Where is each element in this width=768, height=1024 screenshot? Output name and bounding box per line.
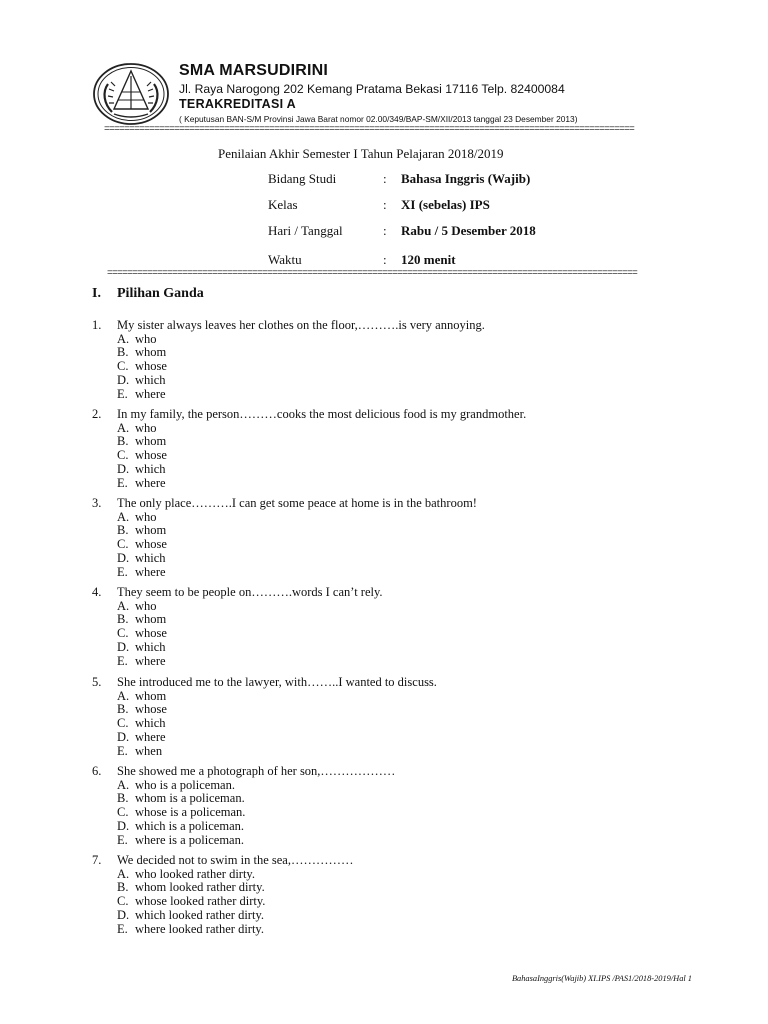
- option-letter: E.: [117, 564, 128, 579]
- option-a: [117, 333, 167, 347]
- option-e: [117, 923, 265, 937]
- school-crest-icon: [92, 62, 170, 126]
- info-label: Bidang Studi: [268, 171, 337, 186]
- school-address: Jl. Raya Narogong 202 Kemang Pratama Bekasi 17116 Telp. 82400084: [179, 82, 565, 96]
- option-text: where is a policeman.: [135, 832, 244, 847]
- option-b: [117, 703, 167, 717]
- option-text: whom: [135, 688, 167, 703]
- option-letter: D.: [117, 729, 130, 744]
- header-separator: ==========================================================================================================: [104, 124, 635, 134]
- option-letter: D.: [117, 907, 130, 922]
- option-text: where: [135, 475, 166, 490]
- option-letter: B.: [117, 434, 129, 449]
- option-e: [117, 477, 167, 491]
- option-text: whose: [135, 626, 167, 641]
- answer-options: [117, 868, 265, 937]
- page-footer: BahasaInggris(Wajib) XI.IPS /PAS1/2018-2019/Hal 1: [511, 974, 692, 983]
- option-letter: A.: [117, 420, 130, 435]
- option-letter: A.: [117, 509, 130, 524]
- question-number: 1.: [92, 318, 102, 332]
- option-b: [117, 881, 265, 895]
- option-letter: B.: [117, 523, 129, 538]
- option-text: whom: [135, 523, 167, 538]
- option-letter: C.: [117, 626, 129, 641]
- option-letter: D.: [117, 372, 130, 387]
- option-text: whose: [135, 702, 167, 717]
- question-number: 2.: [92, 407, 102, 421]
- question-number: 4.: [92, 585, 102, 599]
- option-letter: C.: [117, 894, 129, 909]
- option-text: who is a policeman.: [135, 777, 235, 792]
- option-text: when: [135, 743, 163, 758]
- accreditation-status: TERAKREDITASI A: [179, 97, 296, 111]
- option-text: whose looked rather dirty.: [135, 894, 266, 909]
- option-text: which looked rather dirty.: [135, 907, 265, 922]
- option-c: [117, 538, 167, 552]
- option-letter: B.: [117, 612, 129, 627]
- option-text: which: [135, 372, 166, 387]
- option-text: whom: [135, 345, 167, 360]
- info-colon: :: [383, 171, 387, 186]
- option-letter: E.: [117, 475, 128, 490]
- question-text: She showed me a photograph of her son,………………: [117, 764, 396, 778]
- answer-options: [117, 779, 245, 848]
- option-text: who: [135, 509, 157, 524]
- option-text: where: [135, 729, 166, 744]
- option-e: [117, 655, 167, 669]
- school-name: SMA MARSUDIRINI: [179, 62, 329, 79]
- option-text: where: [135, 386, 166, 401]
- question-number: 6.: [92, 764, 102, 778]
- question-text: In my family, the person………cooks the most delicious food is my grandmother.: [117, 407, 527, 421]
- option-e: [117, 566, 167, 580]
- option-a: [117, 600, 167, 614]
- option-letter: B.: [117, 702, 129, 717]
- option-a: [117, 511, 167, 525]
- question-text: My sister always leaves her clothes on the floor,……….is very annoying.: [117, 318, 485, 332]
- option-letter: B.: [117, 345, 129, 360]
- option-letter: A.: [117, 866, 130, 881]
- answer-options: [117, 600, 167, 669]
- option-letter: C.: [117, 537, 129, 552]
- question-text: They seem to be people on……….words I can’t rely.: [117, 585, 383, 599]
- option-d: [117, 641, 167, 655]
- option-letter: E.: [117, 921, 128, 936]
- info-label: Hari / Tanggal: [268, 223, 343, 238]
- answer-options: [117, 422, 167, 491]
- option-c: [117, 806, 245, 820]
- accreditation-decree: ( Keputusan BAN-S/M Provinsi Jawa Barat nomor 02.00/349/BAP-SM/XII/2013 tanggal 23 Desember 2013): [179, 114, 578, 124]
- option-b: [117, 346, 167, 360]
- option-a: [117, 422, 167, 436]
- section-number: I.: [92, 286, 101, 301]
- option-d: [117, 909, 265, 923]
- option-text: who: [135, 598, 157, 613]
- option-text: which: [135, 639, 166, 654]
- option-b: [117, 435, 167, 449]
- info-label: Waktu: [268, 252, 302, 267]
- option-letter: E.: [117, 743, 128, 758]
- option-c: [117, 360, 167, 374]
- option-letter: E.: [117, 832, 128, 847]
- question-text: We decided not to swim in the sea,……………: [117, 853, 354, 867]
- option-text: who: [135, 420, 157, 435]
- option-a: [117, 779, 245, 793]
- question-text: The only place……….I can get some peace at home is in the bathroom!: [117, 496, 477, 510]
- info-value: Rabu / 5 Desember 2018: [401, 223, 536, 238]
- option-letter: C.: [117, 359, 129, 374]
- option-c: [117, 717, 167, 731]
- option-a: [117, 690, 167, 704]
- option-letter: C.: [117, 448, 129, 463]
- option-letter: A.: [117, 598, 130, 613]
- option-letter: D.: [117, 818, 130, 833]
- info-label: Kelas: [268, 197, 298, 212]
- option-text: where: [135, 653, 166, 668]
- option-d: [117, 552, 167, 566]
- info-colon: :: [383, 197, 387, 212]
- option-text: which: [135, 716, 166, 731]
- question-number: 7.: [92, 853, 102, 867]
- option-text: whom: [135, 434, 167, 449]
- option-text: whom looked rather dirty.: [135, 880, 265, 895]
- option-e: [117, 388, 167, 402]
- option-letter: A.: [117, 331, 130, 346]
- option-letter: A.: [117, 777, 130, 792]
- option-text: which: [135, 550, 166, 565]
- option-letter: C.: [117, 716, 129, 731]
- option-text: whose: [135, 537, 167, 552]
- info-colon: :: [383, 223, 387, 238]
- option-d: [117, 820, 245, 834]
- option-text: which: [135, 461, 166, 476]
- option-c: [117, 627, 167, 641]
- option-letter: C.: [117, 805, 129, 820]
- option-letter: D.: [117, 550, 130, 565]
- info-value: 120 menit: [401, 252, 456, 267]
- option-letter: B.: [117, 791, 129, 806]
- answer-options: [117, 333, 167, 402]
- option-letter: E.: [117, 386, 128, 401]
- info-separator: ==========================================================================================================: [107, 268, 638, 278]
- option-text: who looked rather dirty.: [135, 866, 255, 881]
- question-text: She introduced me to the lawyer, with……..I wanted to discuss.: [117, 675, 437, 689]
- option-letter: E.: [117, 653, 128, 668]
- option-a: [117, 868, 265, 882]
- answer-options: [117, 690, 167, 759]
- option-text: whom: [135, 612, 167, 627]
- option-letter: D.: [117, 639, 130, 654]
- option-text: whom is a policeman.: [135, 791, 245, 806]
- option-b: [117, 613, 167, 627]
- option-letter: D.: [117, 461, 130, 476]
- option-d: [117, 731, 167, 745]
- option-text: whose is a policeman.: [135, 805, 246, 820]
- option-text: where looked rather dirty.: [135, 921, 264, 936]
- option-d: [117, 374, 167, 388]
- option-text: which is a policeman.: [135, 818, 244, 833]
- section-title: Pilihan Ganda: [117, 286, 204, 301]
- exam-title: Penilaian Akhir Semester I Tahun Pelajaran 2018/2019: [218, 146, 504, 161]
- option-d: [117, 463, 167, 477]
- option-c: [117, 895, 265, 909]
- question-number: 3.: [92, 496, 102, 510]
- option-letter: A.: [117, 688, 130, 703]
- info-value: Bahasa Inggris (Wajib): [401, 171, 531, 186]
- option-text: who: [135, 331, 157, 346]
- info-value: XI (sebelas) IPS: [401, 197, 490, 212]
- answer-options: [117, 511, 167, 580]
- option-text: where: [135, 564, 166, 579]
- option-letter: B.: [117, 880, 129, 895]
- option-b: [117, 524, 167, 538]
- option-e: [117, 834, 245, 848]
- option-text: whose: [135, 359, 167, 374]
- option-b: [117, 792, 245, 806]
- option-text: whose: [135, 448, 167, 463]
- option-c: [117, 449, 167, 463]
- option-e: [117, 745, 167, 759]
- question-number: 5.: [92, 675, 102, 689]
- info-colon: :: [383, 252, 387, 267]
